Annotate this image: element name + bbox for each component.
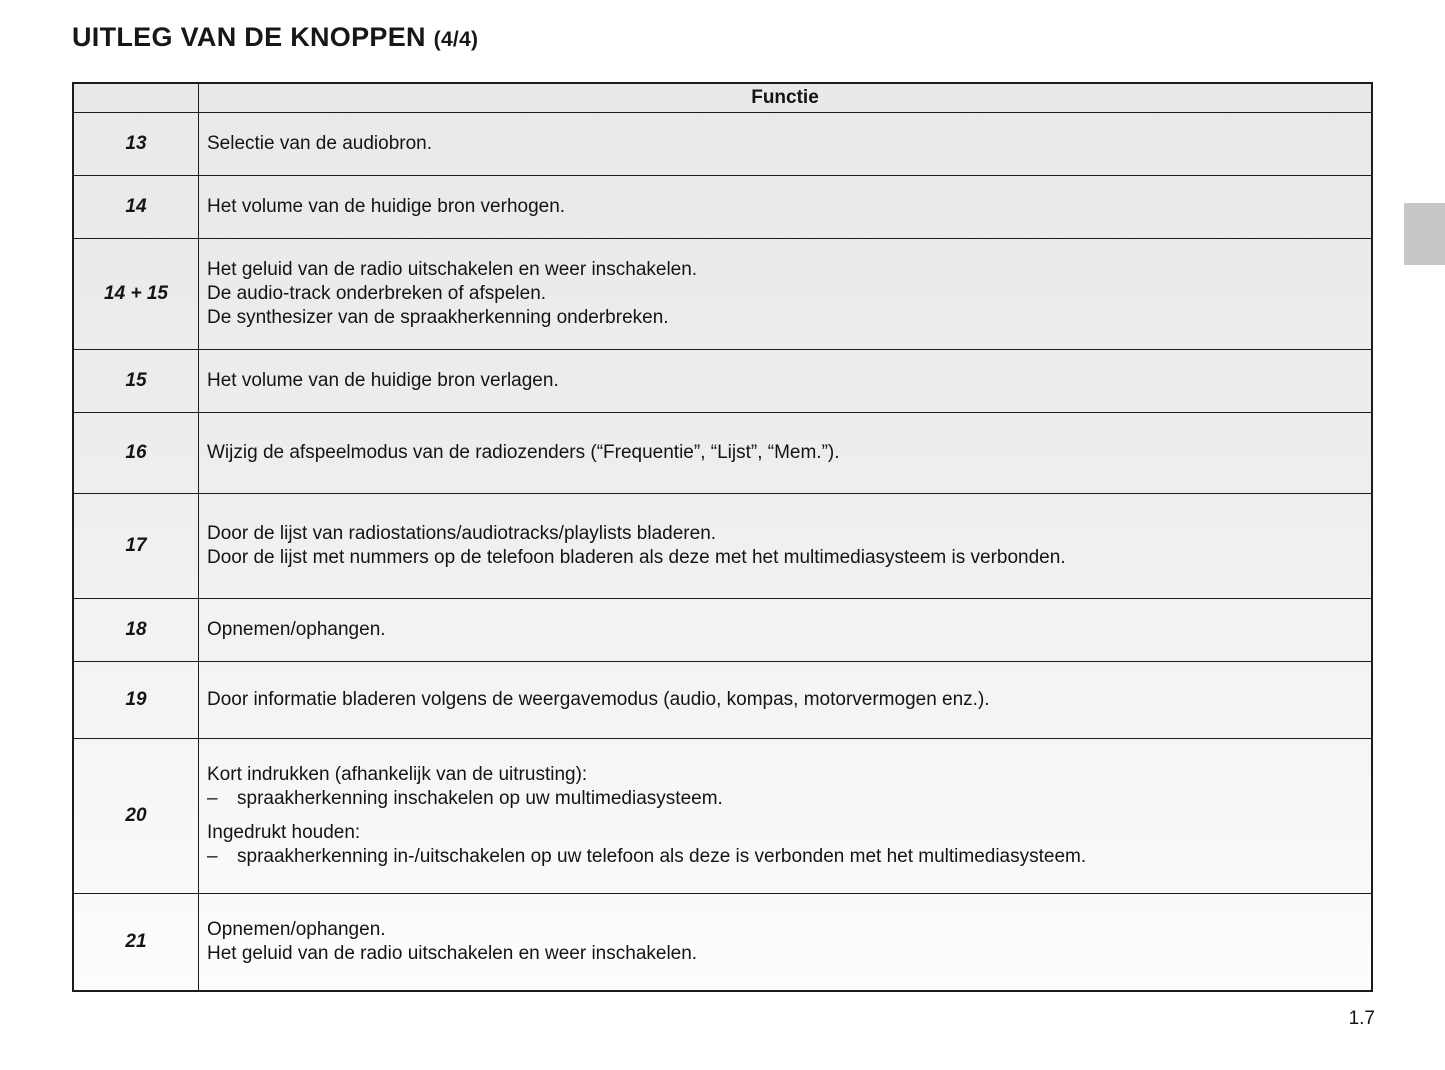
description-line: Selectie van de audiobron. bbox=[207, 133, 432, 154]
description-line: Het volume van de huidige bron verlagen. bbox=[207, 370, 559, 391]
table-row bbox=[73, 494, 1372, 599]
bullet-text: spraakherkenning inschakelen op uw multimediasysteem. bbox=[237, 788, 723, 809]
button-number: 21 bbox=[73, 894, 199, 992]
bullet-text: spraakherkenning in-/uitschakelen op uw telefoon als deze is verbonden met het multimediasysteem. bbox=[237, 846, 1087, 867]
page-edge-section-tab bbox=[1404, 203, 1445, 265]
description-line: De audio-track onderbreken of afspelen. bbox=[207, 283, 547, 304]
description-line: Het volume van de huidige bron verhogen. bbox=[207, 196, 566, 217]
function-description bbox=[199, 113, 1373, 176]
page-number: 1.7 bbox=[1348, 1008, 1375, 1029]
description-line bbox=[207, 787, 1357, 811]
description-line: Wijzig de afspeelmodus van de radiozenders (“Frequentie”, “Lijst”, “Mem.”). bbox=[207, 442, 840, 463]
description-line bbox=[207, 845, 1357, 869]
button-number: 14 bbox=[73, 176, 199, 239]
buttons-function-table bbox=[72, 82, 1373, 992]
button-number: 17 bbox=[73, 494, 199, 599]
button-number: 13 bbox=[73, 113, 199, 176]
description-line: Door de lijst met nummers op de telefoon bladeren als deze met het multimediasysteem is verbonden. bbox=[207, 547, 1066, 568]
description-paragraph bbox=[207, 195, 1357, 219]
description-paragraph bbox=[207, 369, 1357, 393]
description-paragraph bbox=[207, 763, 1357, 811]
description-paragraph bbox=[207, 821, 1357, 869]
description-line: Opnemen/ophangen. bbox=[207, 619, 386, 640]
button-number: 18 bbox=[73, 599, 199, 662]
description-line: Door de lijst van radiostations/audiotracks/playlists bladeren. bbox=[207, 523, 717, 544]
page-title bbox=[72, 22, 478, 53]
description-line: Het geluid van de radio uitschakelen en weer inschakelen. bbox=[207, 259, 698, 280]
table-body bbox=[73, 113, 1372, 992]
function-description bbox=[199, 599, 1373, 662]
function-description bbox=[199, 239, 1373, 350]
description-paragraph bbox=[207, 441, 1357, 465]
table-row bbox=[73, 413, 1372, 494]
table-header-row bbox=[73, 83, 1372, 113]
description-paragraph bbox=[207, 132, 1357, 156]
function-description bbox=[199, 894, 1373, 992]
function-description bbox=[199, 176, 1373, 239]
button-number: 19 bbox=[73, 662, 199, 739]
function-description bbox=[199, 662, 1373, 739]
function-description bbox=[199, 494, 1373, 599]
button-number: 16 bbox=[73, 413, 199, 494]
table-row bbox=[73, 350, 1372, 413]
description-paragraph bbox=[207, 688, 1357, 712]
description-line: Door informatie bladeren volgens de weergavemodus (audio, kompas, motorvermogen enz.). bbox=[207, 689, 990, 710]
function-column-header: Functie bbox=[199, 83, 1373, 113]
description-line: Het geluid van de radio uitschakelen en weer inschakelen. bbox=[207, 943, 698, 964]
description-line: Opnemen/ophangen. bbox=[207, 919, 386, 940]
button-number: 14 + 15 bbox=[73, 239, 199, 350]
button-number: 15 bbox=[73, 350, 199, 413]
table-row bbox=[73, 662, 1372, 739]
table-row bbox=[73, 176, 1372, 239]
bullet-dash: – bbox=[207, 846, 218, 867]
description-paragraph bbox=[207, 618, 1357, 642]
table-row bbox=[73, 113, 1372, 176]
description-line: Kort indrukken (afhankelijk van de uitrusting): bbox=[207, 764, 588, 785]
function-description bbox=[199, 413, 1373, 494]
page-title-text: UITLEG VAN DE KNOPPEN bbox=[72, 22, 426, 52]
function-description bbox=[199, 739, 1373, 894]
button-number: 20 bbox=[73, 739, 199, 894]
description-line: De synthesizer van de spraakherkenning onderbreken. bbox=[207, 307, 669, 328]
button-column-header bbox=[73, 83, 199, 113]
table-row bbox=[73, 739, 1372, 894]
description-paragraph bbox=[207, 258, 1357, 330]
function-description bbox=[199, 350, 1373, 413]
description-line: Ingedrukt houden: bbox=[207, 822, 361, 843]
table-row bbox=[73, 894, 1372, 992]
table-row bbox=[73, 239, 1372, 350]
bullet-dash: – bbox=[207, 788, 218, 809]
description-paragraph bbox=[207, 522, 1357, 570]
table-row bbox=[73, 599, 1372, 662]
page-title-suffix: (4/4) bbox=[433, 28, 479, 51]
description-paragraph bbox=[207, 918, 1357, 966]
